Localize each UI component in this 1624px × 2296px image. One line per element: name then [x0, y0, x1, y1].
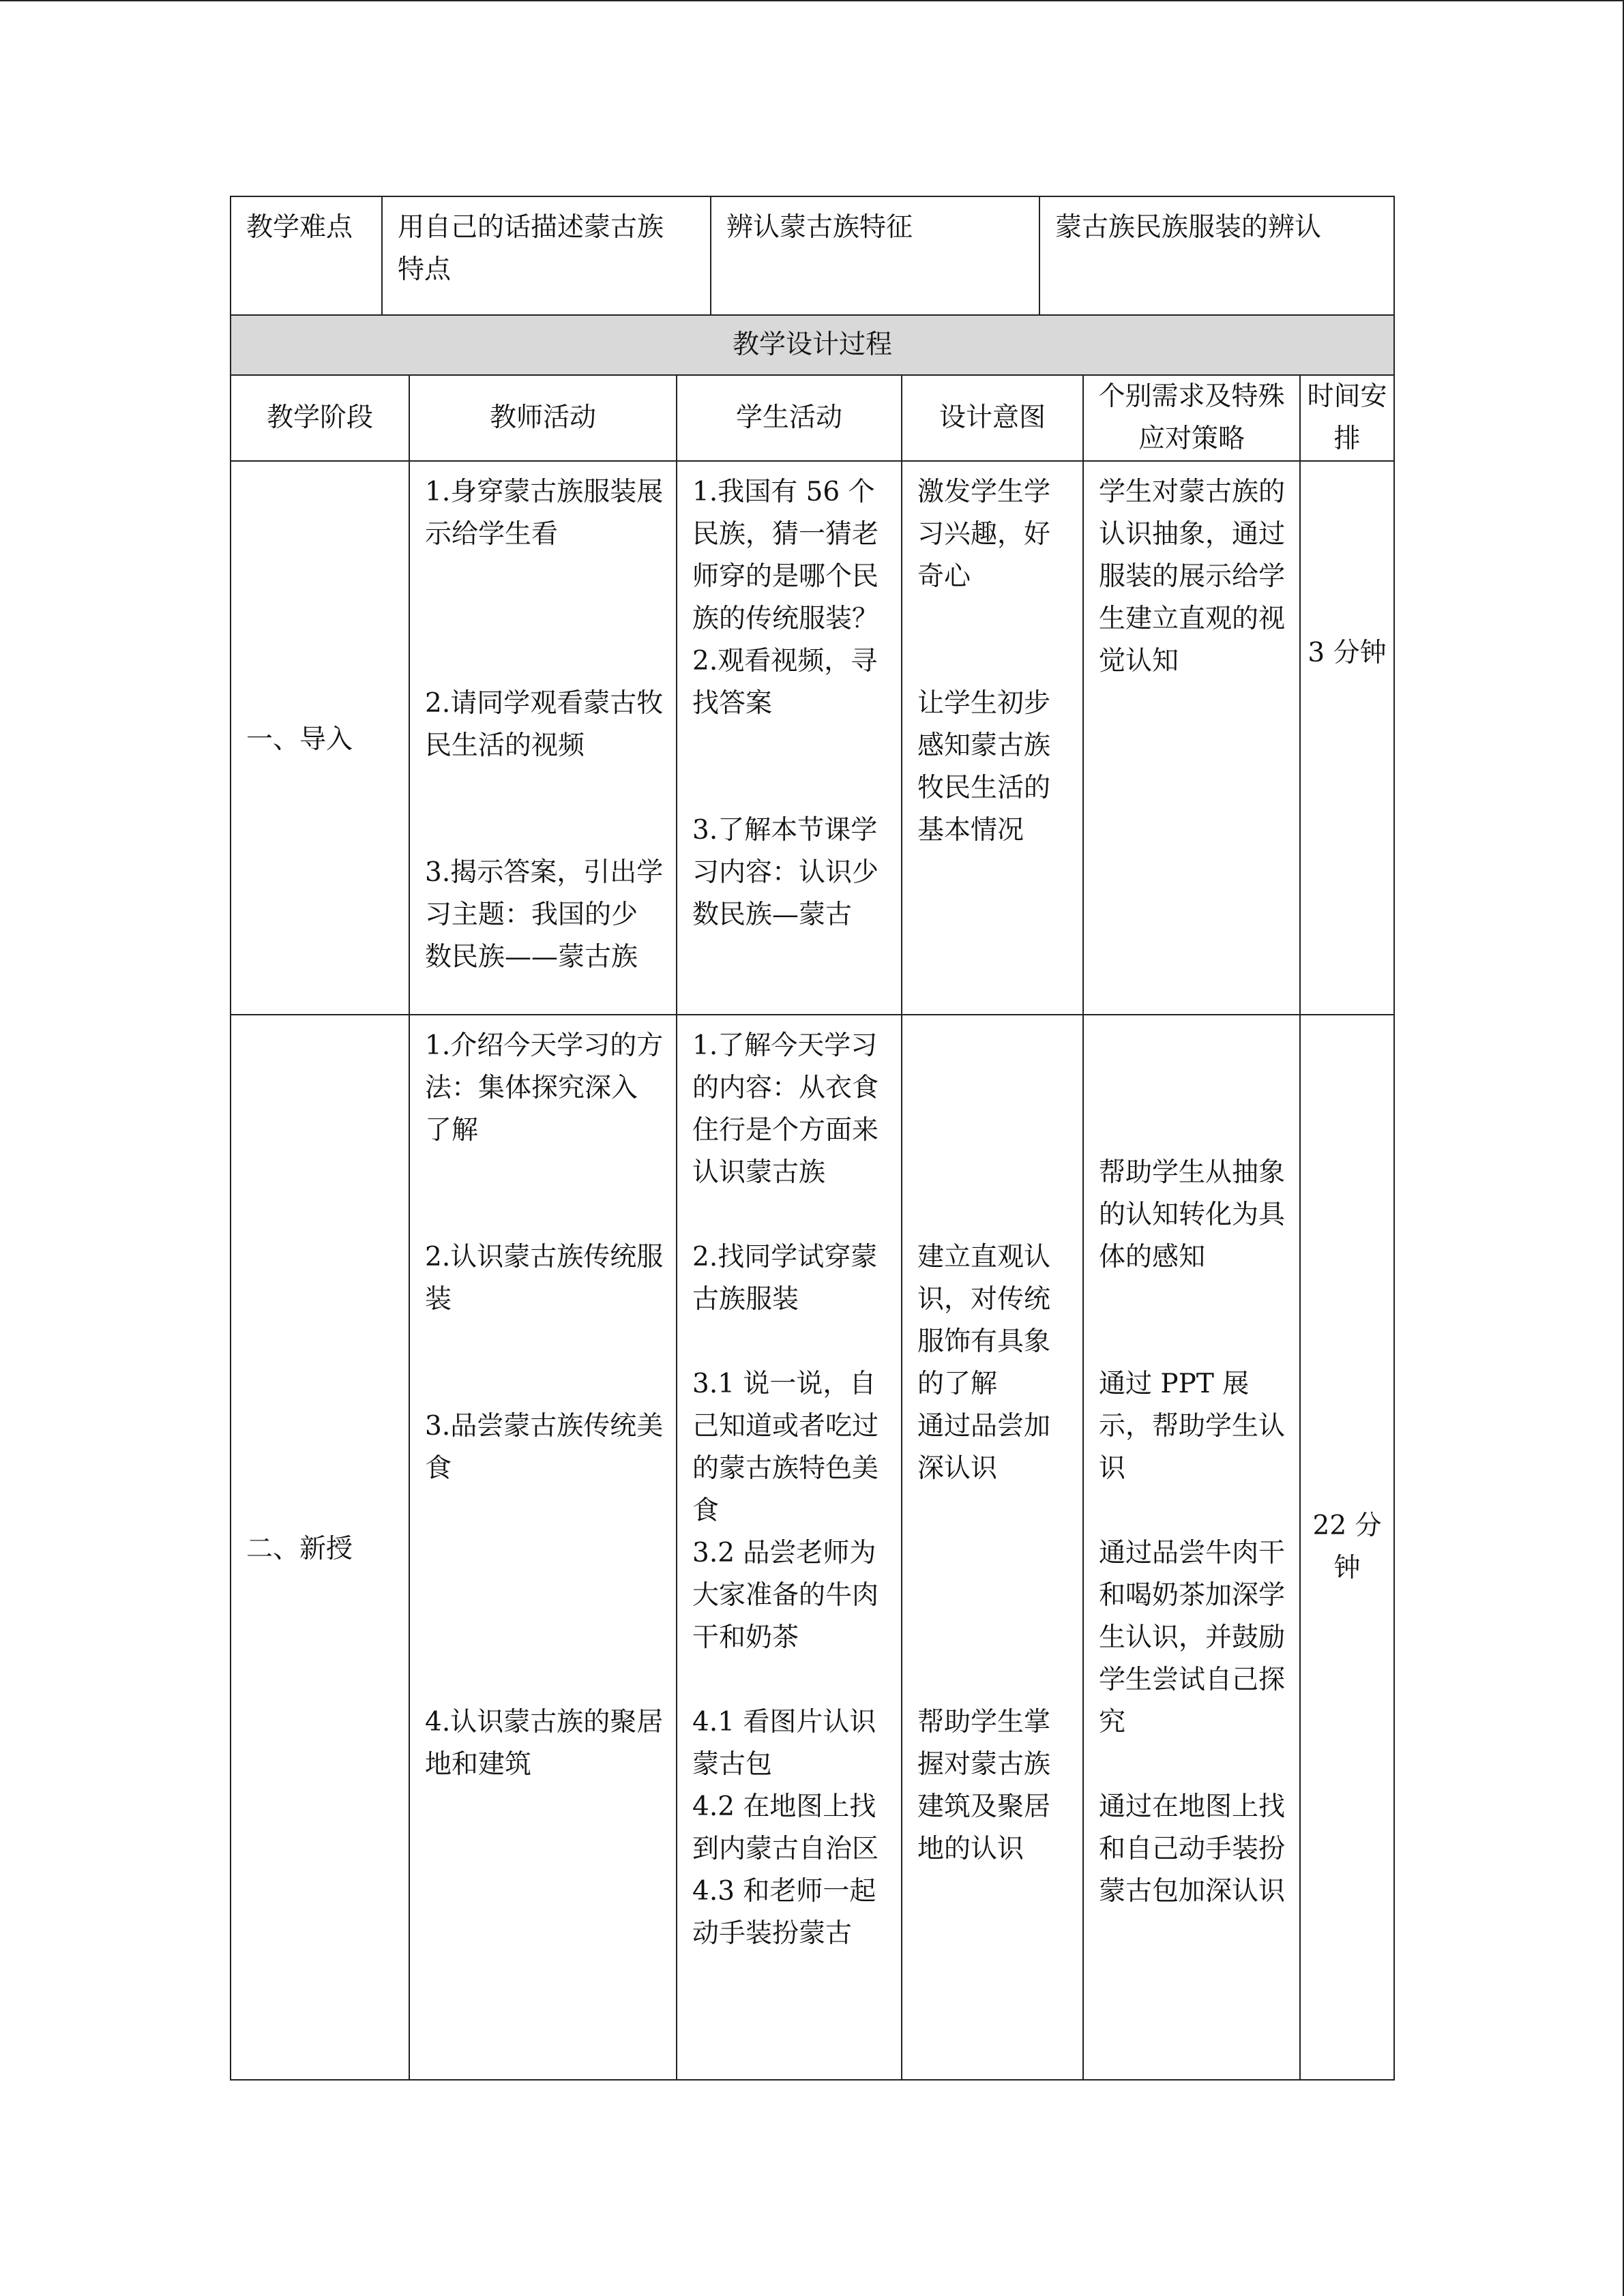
time-cell: 22 分钟 [1300, 1015, 1394, 2080]
difficulty-point-1: 用自己的话描述蒙古族特点 [382, 196, 711, 315]
header-intent: 设计意图 [902, 375, 1083, 461]
list-item: 3.1 说一说，自己知道或者吃过的蒙古族特色美食 [692, 1368, 879, 1526]
design-intent-cell [902, 461, 1083, 1015]
list-item: 3.揭示答案，引出学习主题：我国的少数民族——蒙古族 [425, 856, 664, 972]
process-table [230, 314, 1395, 2081]
list-item: 通过在地图上找和自己动手装扮蒙古包加深认识 [1099, 1791, 1286, 1907]
header-teacher: 教师活动 [409, 375, 677, 461]
time-cell: 3 分钟 [1300, 461, 1394, 1015]
list-item: 通过 PPT 展示，帮助学生认识 [1099, 1368, 1286, 1484]
header-stage: 教学阶段 [231, 375, 409, 461]
list-item: 3.2 品尝老师为大家准备的牛肉干和奶茶 [692, 1537, 879, 1653]
list-item: 3.了解本节课学习内容：认识少数民族—蒙古 [692, 814, 879, 930]
student-activity-cell [677, 461, 902, 1015]
list-item: 通过品尝牛肉干和喝奶茶加深学生认识，并鼓励学生尝试自己探究 [1099, 1537, 1286, 1738]
teacher-activity-cell [409, 1015, 677, 2080]
header-strategy: 个别需求及特殊应对策略 [1083, 375, 1300, 461]
header-student: 学生活动 [677, 375, 902, 461]
list-item: 2.观看视频，寻找答案 [692, 645, 878, 719]
list-item: 学生对蒙古族的认识抽象，通过服装的展示给学生建立直观的视觉认知 [1099, 476, 1286, 676]
stage-cell: 一、导入 [231, 461, 409, 1015]
page-top-border [0, 0, 1623, 1]
design-intent-cell [902, 1015, 1083, 2080]
list-item: 帮助学生掌握对蒙古族建筑及聚居地的认识 [917, 1706, 1051, 1864]
list-item: 帮助学生从抽象的认知转化为具体的感知 [1099, 1157, 1286, 1272]
difficulty-table [230, 196, 1395, 316]
difficulty-label: 教学难点 [231, 196, 382, 315]
stage-cell: 二、新授 [231, 1015, 409, 2080]
strategy-cell [1083, 1015, 1300, 2080]
strategy-cell [1083, 461, 1300, 1015]
list-item: 1.了解今天学习的内容：从衣食住行是个方面来认识蒙古族 [692, 1030, 879, 1188]
list-item: 3.品尝蒙古族传统美食 [425, 1410, 664, 1484]
lesson-plan-document [230, 196, 1393, 2081]
list-item: 1.身穿蒙古族服装展示给学生看 [425, 476, 664, 550]
list-item: 4.3 和老师一起动手装扮蒙古 [692, 1875, 876, 1949]
header-row [231, 375, 1394, 461]
list-item: 激发学生学习兴趣，好奇心 [917, 476, 1051, 592]
difficulty-point-3: 蒙古族民族服装的辨认 [1039, 196, 1394, 315]
list-item: 2.认识蒙古族传统服装 [425, 1241, 664, 1315]
list-item: 4.2 在地图上找到内蒙古自治区 [692, 1791, 879, 1864]
table-row [231, 1015, 1394, 2080]
list-item: 1.我国有 56 个民族，猜一猜老师穿的是哪个民族的传统服装？ [692, 476, 879, 634]
header-time: 时间安排 [1300, 375, 1394, 461]
table-row [231, 461, 1394, 1015]
list-item: 让学生初步感知蒙古族牧民生活的基本情况 [917, 687, 1051, 846]
list-item: 1.介绍今天学习的方法：集体探究深入了解 [425, 1030, 664, 1146]
list-item: 2.请同学观看蒙古牧民生活的视频 [425, 687, 664, 761]
section-title: 教学设计过程 [231, 315, 1394, 375]
list-item: 建立直观认识，对传统服饰有具象的了解 [917, 1241, 1051, 1399]
list-item: 4.1 看图片认识蒙古包 [692, 1706, 876, 1780]
difficulty-row [231, 196, 1394, 315]
teacher-activity-cell [409, 461, 677, 1015]
list-item: 2.找同学试穿蒙古族服装 [692, 1241, 878, 1315]
list-item: 4.认识蒙古族的聚居地和建筑 [425, 1706, 664, 1780]
list-item: 通过品尝加深认识 [917, 1410, 1051, 1484]
difficulty-point-2: 辨认蒙古族特征 [711, 196, 1039, 315]
student-activity-cell [677, 1015, 902, 2080]
